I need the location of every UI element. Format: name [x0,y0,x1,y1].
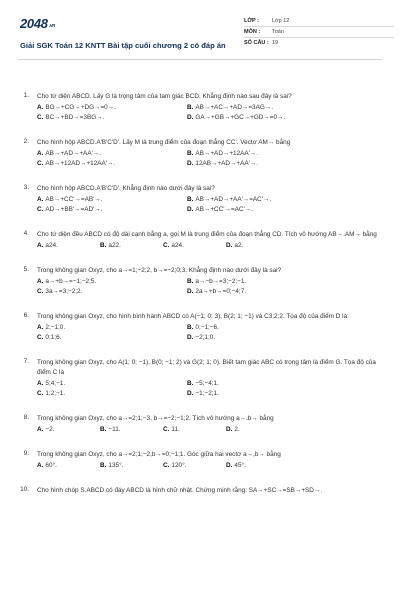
question-list [18,60,382,496]
option-label: A. [37,426,44,433]
answer-options [37,195,382,215]
option-text: −11. [108,426,121,433]
answer-option[interactable] [187,159,337,169]
answer-option[interactable] [37,277,187,287]
option-label: D. [226,242,233,249]
answer-option[interactable] [37,241,100,251]
answer-options [37,379,382,399]
option-label: B. [187,150,194,157]
question-number: 1. [23,92,29,99]
option-label: B. [187,380,194,387]
option-label: A. [37,324,44,331]
option-text: AB→+CC'→=AB'→. [45,196,103,203]
answer-option[interactable] [187,277,337,287]
question-number: 4. [23,230,29,237]
option-text: 3a→=3;−2;2. [45,288,83,295]
question-body [32,450,382,471]
question-text: Trong không gian Oxyz, cho a→=2;1;−2,b→=0;−1;1. Góc giữa hai vectơ a→,b→ bằng [37,451,281,458]
option-label: C. [37,390,44,397]
question-body [32,414,382,435]
answer-option[interactable] [37,149,187,159]
answer-option[interactable] [187,323,337,333]
answer-option[interactable] [187,149,337,159]
answer-option[interactable] [37,425,100,435]
meta-key: LỚP : [244,18,259,24]
answer-option[interactable] [187,195,337,205]
option-label: D. [187,206,194,213]
option-label: D. [187,288,194,295]
site-logo[interactable]: $2048^{.vn}$ [20,16,56,31]
question-body [32,266,382,297]
option-text: AB→+AC→+AD→=3AG→. [195,104,274,111]
option-label: A. [37,278,44,285]
meta-row [244,38,394,49]
option-label: C. [163,462,170,469]
question-body [32,358,382,399]
question-body [32,184,382,215]
document-header [18,14,382,60]
option-text: 2. [234,426,240,433]
option-text: −2;1;0. [195,334,216,341]
option-text: a22. [108,242,121,249]
meta-row [244,27,394,38]
meta-value: Lớp 12 [272,18,290,24]
question-item [18,450,382,471]
option-label: B. [187,278,194,285]
option-text: a24. [171,242,184,249]
meta-key: SỐ CÂU : [244,40,269,46]
question-text: Trong không gian Oxyz, cho a→=1;−2;2, b→=−2;0;3. Khẳng định nào dưới đây là sai? [37,267,282,274]
answer-option[interactable] [163,425,226,435]
answer-options [37,323,382,343]
option-label: B. [187,196,194,203]
document-title: Giải SGK Toán 12 KNTT Bài tập cuối chương 2 có đáp án [20,41,226,50]
meta-value: 19 [272,40,279,46]
answer-option[interactable] [187,389,337,399]
answer-options [37,277,382,297]
document-meta [244,16,394,49]
answer-option[interactable] [163,241,226,251]
option-label: D. [187,390,194,397]
option-text: AD→+BB'→=AD'→. [45,206,103,213]
question-body [32,312,382,343]
answer-option[interactable] [37,195,187,205]
option-label: A. [37,196,44,203]
option-label: C. [163,426,170,433]
option-label: A. [37,104,44,111]
option-text: a→−b→=3;−2;−1. [195,278,247,285]
question-item [18,92,382,123]
question-text: Trong không gian Oxyz, cho hình bình hành ABCD có A(−1; 0; 3), B(2; 1; −1) và C3;2;2. Tọa độ của điểm D là: [37,313,349,320]
option-label: B. [100,462,107,469]
question-item [18,358,382,399]
option-text: AB→+AD→+AA'→=AC'→. [195,196,272,203]
question-text: Cho hình hộp ABCD.A'B'C'D'. Lấy M là trung điểm của đoạn thẳng CC'. Vectơ AM→ bằng [37,139,291,146]
answer-option[interactable] [100,461,163,471]
option-text: AB→+AD→+12AA'→. [195,150,259,157]
question-item [18,414,382,435]
answer-option[interactable] [226,241,289,251]
option-label: A. [37,462,44,469]
option-text: BC→+BD→=3BG→. [45,114,105,121]
meta-row [244,16,394,27]
question-number: 7. [23,358,29,365]
answer-options [37,149,382,169]
answer-option[interactable] [226,461,289,471]
option-text: 1;2;−1. [45,390,66,397]
option-label: D. [187,160,194,167]
answer-option[interactable] [37,287,187,297]
option-text: AB→+AD→+AA'→. [45,150,101,157]
answer-option[interactable] [37,159,187,169]
option-text: 0;−1;−6. [195,324,219,331]
answer-option[interactable] [37,205,187,215]
answer-options [37,425,382,435]
answer-option[interactable] [37,389,187,399]
option-label: D. [187,334,194,341]
option-text: 45°. [234,462,246,469]
answer-option[interactable] [37,113,187,123]
option-label: A. [37,150,44,157]
answer-option[interactable] [187,333,337,343]
meta-value: Toán [272,29,284,35]
option-text: a→+b→=−1;−2;5. [45,278,97,285]
question-text: Trong không gian Oxyz, cho a→=2;1;−3, b→=−2;−1;2. Tích vô hướng a→.b→ bằng [37,415,274,422]
question-number: 3. [23,184,29,191]
answer-options [37,461,382,471]
question-item [18,230,382,251]
question-number: 2. [23,138,29,145]
option-label: C. [37,206,44,213]
option-label: D. [187,114,194,121]
question-item [18,266,382,297]
answer-option[interactable] [100,241,163,251]
answer-option[interactable] [187,379,337,389]
answer-option[interactable] [37,333,187,343]
answer-option[interactable] [37,323,187,333]
option-text: BG→+CG→+DG→=0→. [45,104,116,111]
question-text: Cho tứ diện đều ABCD có độ dài cạnh bằng a, gọi M là trung điểm của đoạn thẳng CD. Tích vô hướng AB→.AM→ bằng [37,231,377,238]
question-text: Cho tứ diện ABCD. Lấy G là trọng tâm của tam giác BCD. Khẳng định nào sau đây là sai? [37,93,292,100]
option-text: 5;4;−1. [45,380,66,387]
question-body [32,230,382,251]
meta-key: MÔN : [244,29,261,35]
option-label: A. [37,242,44,249]
question-body [32,138,382,169]
question-item [18,138,382,169]
option-text: −5;−4;1. [195,380,219,387]
option-label: C. [37,160,44,167]
option-label: C. [37,114,44,121]
question-text: Cho hình hộp ABCD.A'B'C'D'. Khẳng định nào dưới đây là sai? [37,185,215,192]
option-label: B. [187,104,194,111]
option-text: 135°. [108,462,124,469]
question-number: 10. [20,486,29,493]
option-text: AB→+12AD→+12AA'→. [45,160,116,167]
option-text: 2a→+b→=0;−4;7. [195,288,247,295]
question-text: Trong không gian Oxyz, cho A(1; 0; −1), B(0; −1; 2) và G(2; 1; 0). Biết tam giác ABC có trọng tâm là điểm G. Tọa độ của điểm C là [37,359,376,376]
option-text: −2. [45,426,55,433]
answer-option[interactable] [187,287,337,297]
option-label: B. [100,242,107,249]
option-text: 12AB→+AD→+AA'→. [195,160,259,167]
answer-option[interactable] [100,425,163,435]
question-number: 9. [23,450,29,457]
option-label: C. [37,288,44,295]
option-text: −1;−2;1. [195,390,219,397]
option-text: 0;1;6. [45,334,62,341]
option-text: a24. [45,242,58,249]
question-number: 5. [23,266,29,273]
answer-option[interactable] [187,205,337,215]
answer-option[interactable] [187,103,337,113]
option-text: 120°. [171,462,187,469]
question-number: 6. [23,312,29,319]
option-label: C. [163,242,170,249]
option-text: 2;−1;0. [45,324,66,331]
answer-option[interactable] [226,425,289,435]
option-text: 11. [171,426,180,433]
question-body [32,486,382,496]
option-label: D. [226,426,233,433]
option-label: B. [187,324,194,331]
question-item [18,486,382,496]
option-label: A. [37,380,44,387]
question-body [32,92,382,123]
answer-option[interactable] [37,461,100,471]
option-text: AB→+CC'→=AC'→. [195,206,253,213]
answer-option[interactable] [37,103,187,113]
option-label: B. [100,426,107,433]
option-text: GA→+GB→+GC→+GD→=0→. [195,114,286,121]
answer-options [37,103,382,123]
question-item [18,184,382,215]
option-text: a2. [234,242,244,249]
question-number: 8. [23,414,29,421]
option-text: 60°. [45,462,57,469]
answer-option[interactable] [37,379,187,389]
option-label: C. [37,334,44,341]
answer-option[interactable] [163,461,226,471]
answer-options [37,241,382,251]
question-item [18,312,382,343]
answer-option[interactable] [187,113,337,123]
question-text: Cho hình chóp S.ABCD có đáy ABCD là hình chữ nhật. Chứng minh rằng: SA→+SC→=SB→+SD→. [37,487,323,494]
option-label: D. [226,462,233,469]
